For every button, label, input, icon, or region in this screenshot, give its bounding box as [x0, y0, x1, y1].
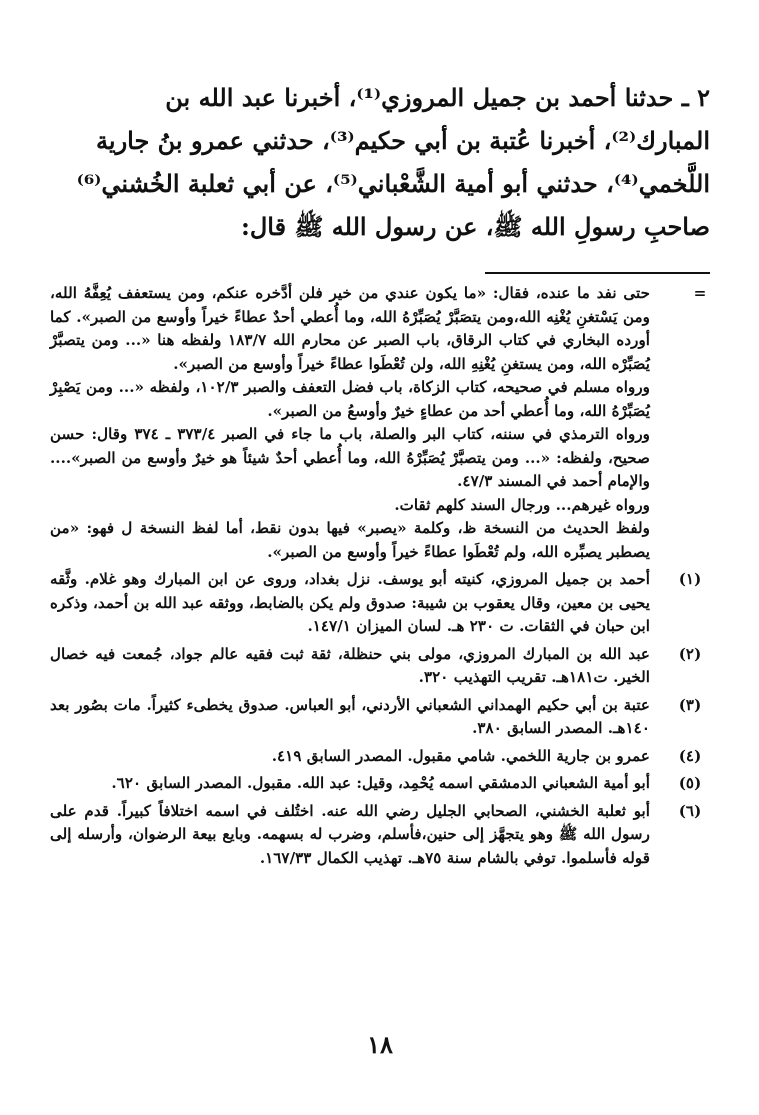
footnote-number: (٤): [678, 746, 702, 765]
main-line: صاحبِ رسولِ الله ﷺ، عن رسول الله ﷺ قال:: [241, 212, 710, 241]
continued-paragraph: حتى نفد ما عنده، فقال: «ما يكون عندي من خير فلن أدَّخره عنكم، ومن يستعفف يُعِفَّهُ الله، ومن يَسْتغنِ يُغْنِه الله،ومن يتصَبَّرْ يُصَبِّرْهُ الله، وما أُعطي أحدٌ عطاءً خيراً وأوسع من الصبر». كما أورده البخاري في كتاب الرقاق، باب الصبر عن محارم الله ١٨٣/٧ ولفظه هنا «... ومن يتصبَّرْ يُصَبِّرْه الله، ومن يستغنِ يُغْنِهِ الله، ولن تُعْطَوا عطاءً خيراً وأوسع من الصبر».: [50, 284, 650, 373]
continued-paragraph: ورواه الترمذي في سننه، كتاب البر والصلة، باب ما جاء في الصبر ٣٧٣/٤ ـ ٣٧٤ وقال: حسن صحيح، ولفظه: «... ومن يتصبَّرْ يُصَبِّرْهُ الله، وما أُعطي أحدٌ شيئاً هو خيرٌ وأوسع من الصبر».... والإمام أحمد في المسند ٤٧/٣.: [50, 425, 650, 490]
footnotes-section: [50, 282, 710, 870]
continued-footnote: [50, 282, 710, 564]
continuation-marker: =: [693, 284, 707, 302]
continued-paragraph: ولفظ الحديث من النسخة ظ، وكلمة «يصبر» فيها بدون نقط، أما لفظ النسخة ل فهو: «من يصطبر يصبِّره الله، ولم تُعْطَوا عطاءً خيراً وأوسع من الصبر».: [50, 519, 650, 561]
continued-paragraph: ورواه غيرهم... ورجال السند كلهم ثقات.: [394, 495, 650, 514]
footnote-2: [50, 643, 710, 690]
footnote-text: أبو أمية الشعباني الدمشقي اسمه يُحْمِد، وقيل: عبد الله. مقبول. المصدر السابق ٦٢٠.: [111, 774, 650, 792]
footnote-number: (٢): [678, 644, 702, 663]
footnote-5: [50, 772, 710, 796]
footnote-4: [50, 745, 710, 769]
hadith-main-text: [50, 76, 710, 248]
footnote-number: (١): [678, 570, 702, 588]
footnote-text: عمرو بن جارية اللخمي. شامي مقبول. المصدر السابق ٤١٩.: [271, 746, 650, 765]
book-page: [50, 0, 710, 1115]
footnote-6: [50, 800, 710, 871]
continued-paragraph: ورواه مسلم في صحيحه، كتاب الزكاة، باب فضل التعفف والصبر ١٠٢/٣، ولفظه «... ومن يَصْبِرْ يُصَبِّرْهُ الله، وما أُعطي أحد من عطاءٍ خيرٌ وأوسعُ من الصبر».: [50, 378, 650, 420]
footnote-text: عتبة بن أبي حكيم الهمداني الشعباني الأردني، أبو العباس. صدوق يخطىء كثيراً. مات بصُور بعد ١٤٠هـ. المصدر السابق ٣٨٠.: [50, 695, 650, 737]
footnote-number: (٣): [678, 695, 702, 714]
footnote-separator: [485, 272, 710, 274]
page-number: ١٨: [367, 1030, 393, 1059]
footnote-number: (٥): [678, 774, 702, 792]
main-line: اللَّخمي⁽⁴⁾، حدثني أبو أمية الشَّعْباني⁽⁵⁾، عن أبي ثعلبة الخُشني⁽⁶⁾: [76, 169, 710, 198]
footnote-3: [50, 694, 710, 741]
footnote-text: أحمد بن جميل المروزي، كنيته أبو يوسف. نزل بغداد، وروى عن ابن المبارك وهو غلام. وثَّقه يحيى بن معين، وقال يعقوب بن شيبة: صدوق ولم يكن بالضابط، ووثقه عبد الله بن أحمد، وذكره ابن حبان في الثقات. ت ٢٣٠ هـ. لسان الميزان ١٤٧/١.: [50, 570, 650, 635]
footnote-1: [50, 568, 710, 639]
main-line: المبارك⁽²⁾، أخبرنا عُتبة بن أبي حكيم⁽³⁾، حدثني عمرو بنُ جارية: [96, 126, 710, 155]
footnote-text: عبد الله بن المبارك المروزي، مولى بني حنظلة، ثقة ثبت فقيه عالم جواد، جُمعت فيه خصال الخير. ت١٨١هـ. تقريب التهذيب ٣٢٠.: [50, 644, 650, 686]
main-line: ٢ ـ حدثنا أحمد بن جميل المروزي⁽¹⁾، أخبرنا عبد الله بن: [165, 83, 710, 112]
footnote-text: أبو ثعلبة الخشني، الصحابي الجليل رضي الله عنه. اختُلف في اسمه اختلافاً كبيراً. قدم على رسول الله ﷺ وهو يتجهَّز إلى حنين،فأسلم، وضرب له بسهمه. وبايع بيعة الرضوان، وأرسله إلى قوله فأسلموا. توفي بالشام سنة ٧٥هـ. تهذيب الكمال ١٦٧/٣٣.: [50, 801, 650, 867]
footnote-number: (٦): [678, 801, 702, 820]
